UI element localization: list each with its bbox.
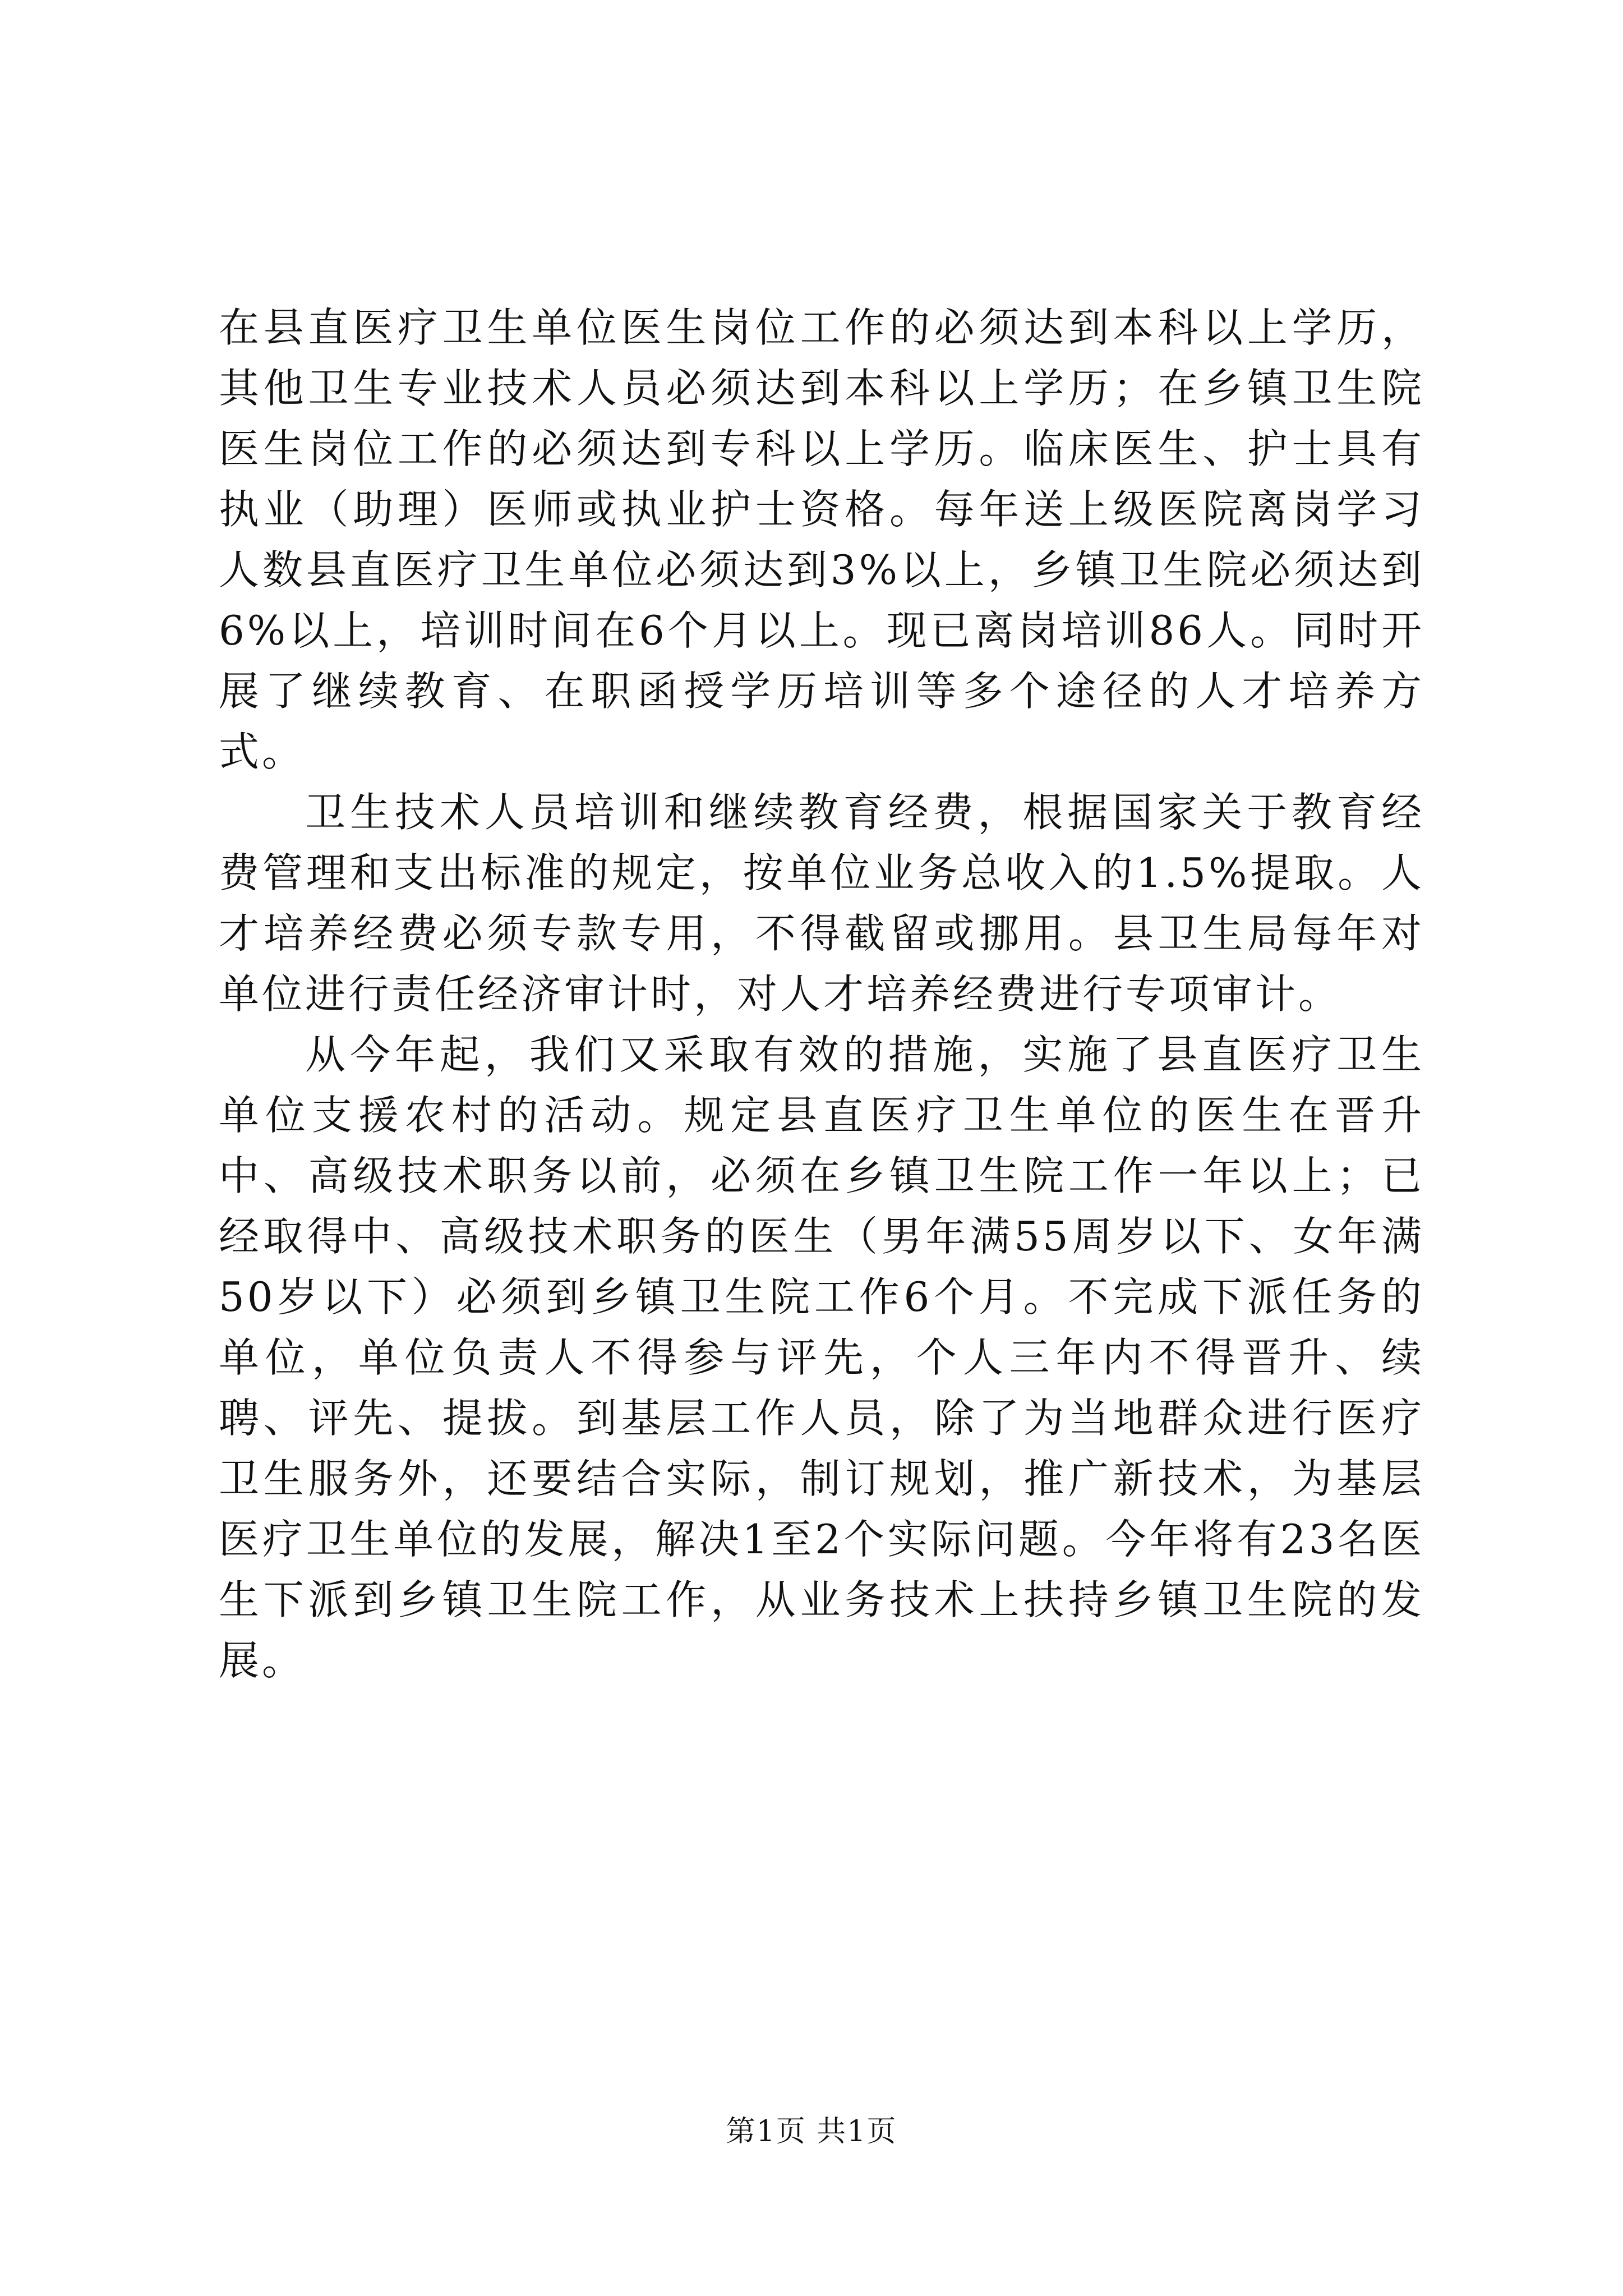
paragraph-1: 在县直医疗卫生单位医生岗位工作的必须达到本科以上学历，其他卫生专业技术人员必须达到本科以上学历；在乡镇卫生院医生岗位工作的必须达到专科以上学历。临床医生、护士具有执业（助理）医师或执业护士资格。每年送上级医院离岗学习人数县直医疗卫生单位必须达到3%以上，乡镇卫生院必须达到6%以上，培训时间在6个月以上。现已离岗培训86人。同时开展了继续教育、在职函授学历培训等多个途径的人才培养方式。	[219, 304, 1424, 775]
page-footer: 第1页 共1页	[726, 2115, 897, 2148]
paragraph-3: 从今年起，我们又采取有效的措施，实施了县直医疗卫生单位支援农村的活动。规定县直医疗卫生单位的医生在晋升中、高级技术职务以前，必须在乡镇卫生院工作一年以上；已经取得中、高级技术职务的医生（男年满55周岁以下、女年满50岁以下）必须到乡镇卫生院工作6个月。不完成下派任务的单位，单位负责人不得参与评先，个人三年内不得晋升、续聘、评先、提拔。到基层工作人员，除了为当地群众进行医疗卫生服务外，还要结合实际，制订规划，推广新技术，为基层医疗卫生单位的发展，解决1至2个实际问题。今年将有23名医生下派到乡镇卫生院工作，从业务技术上扶持乡镇卫生院的发展。	[219, 1031, 1424, 1684]
paragraph-2: 卫生技术人员培训和继续教育经费，根据国家关于教育经费管理和支出标准的规定，按单位业务总收入的1.5%提取。人才培养经费必须专款专用，不得截留或挪用。县卫生局每年对单位进行责任经济审计时，对人才培养经费进行专项审计。	[219, 789, 1424, 1018]
document-body	[219, 297, 1424, 1691]
